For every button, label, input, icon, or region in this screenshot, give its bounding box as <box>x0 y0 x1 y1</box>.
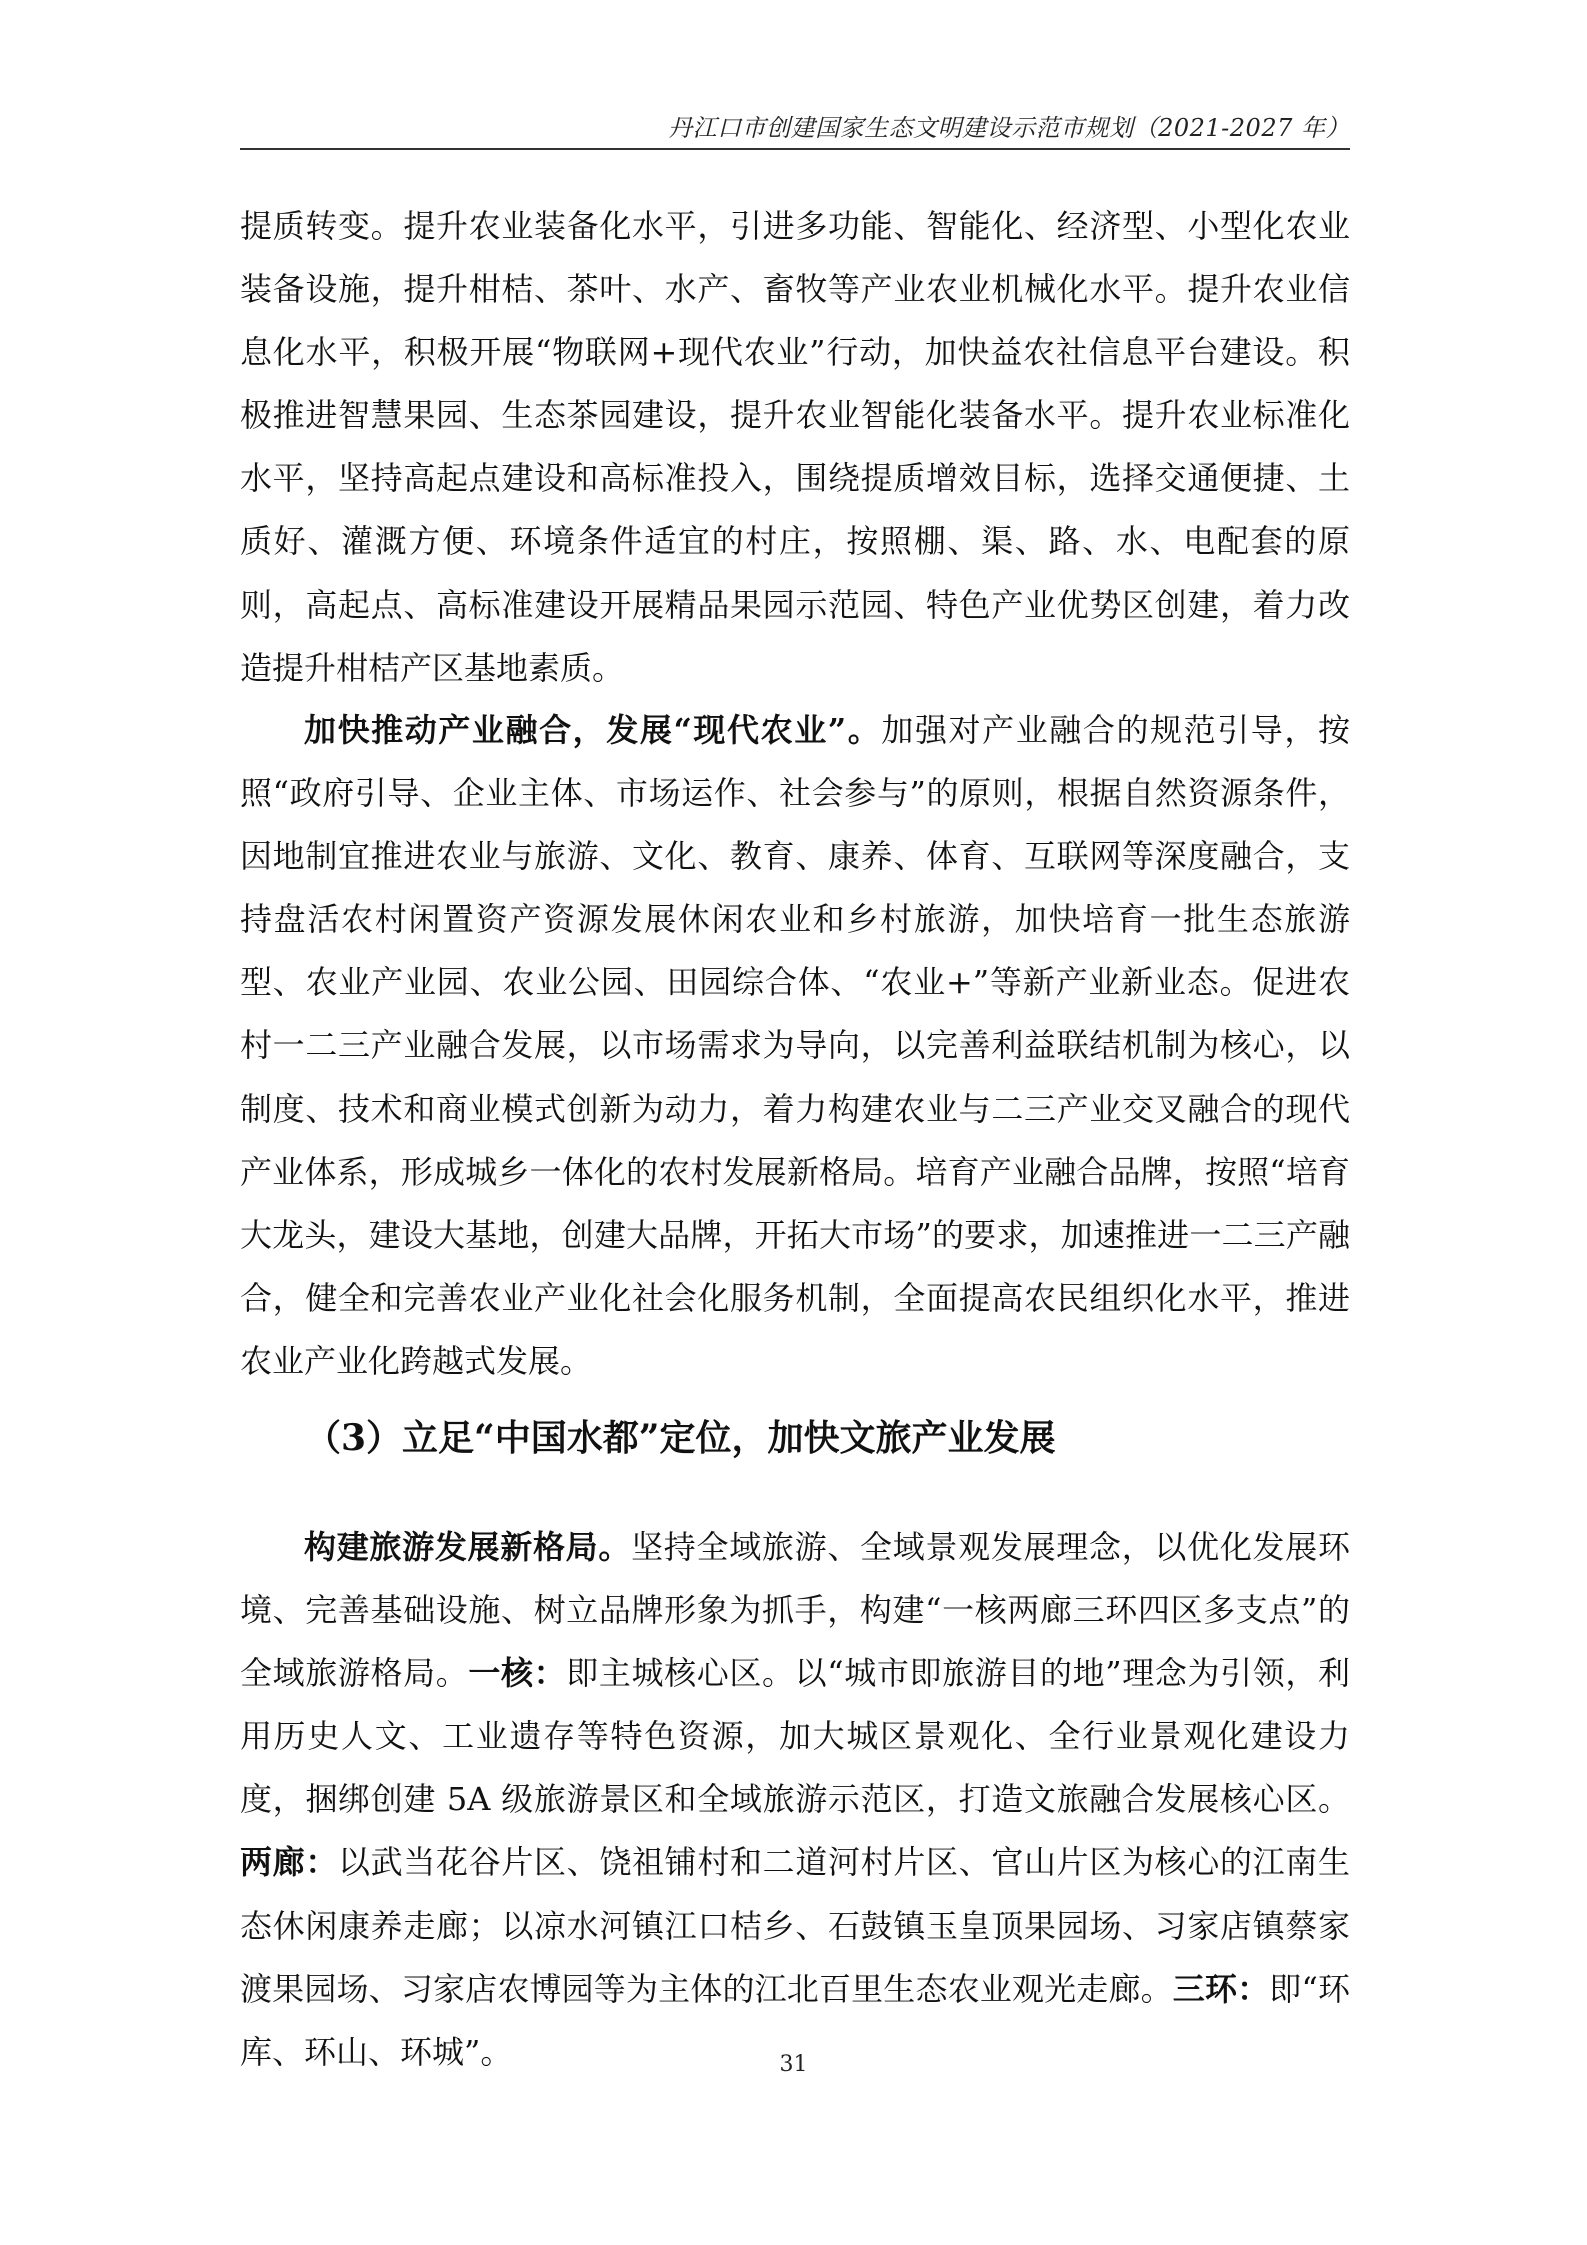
paragraph-text: 加强对产业融合的规范引导，按照“政府引导、企业主体、市场运作、社会参与”的原则，根据自然资源条件，因地制宜推进农业与旅游、文化、教育、康养、体育、互联网等深度融合，支持盘活农村闲置资产资源发展休闲农业和乡村旅游，加快培育一批生态旅游型、农业产业园、农业公园、田园综合体、“农业+”等新产业新业态。促进农村一二三产业融合发展，以市场需求为导向，以完善利益联结机制为核心，以制度、技术和商业模式创新为动力，着力构建农业与二三产业交叉融合的现代产业体系，形成城乡一体化的农村发展新格局。培育产业融合品牌，按照“培育大龙头，建设大基地，创建大品牌，开拓大市场”的要求，加速推进一二三产融合，健全和完善农业产业化社会化服务机制，全面提高农民组织化水平，推进农业产业化跨越式发展。 <box>240 711 1350 1380</box>
paragraph-text: 提质转变。提升农业装备化水平，引进多功能、智能化、经济型、小型化农业装备设施，提升柑桔、茶叶、水产、畜牧等产业农业机械化水平。提升农业信息化水平，积极开展“物联网+现代农业”行动，加快益农社信息平台建设。积极推进智慧果园、生态茶园建设，提升农业智能化装备水平。提升农业标准化水平，坚持高起点建设和高标准投入，围绕提质增效目标，选择交通便捷、土质好、灌溉方便、环境条件适宜的村庄，按照棚、渠、路、水、电配套的原则，高起点、高标准建设开展精品果园示范园、特色产业优势区创建，着力改造提升柑桔产区基地素质。 <box>240 207 1350 687</box>
paragraph-text: 即“环库、环山、环城”。 <box>240 1969 1350 2071</box>
paragraph-lead: 构建旅游发展新格局。 <box>304 1528 632 1566</box>
paragraph-text: 坚持全域旅游、全域景观发展理念，以优化发展环境、完善基础设施、树立品牌形象为抓手，构建“一核两廊三环四区多支点”的全域旅游格局。 <box>240 1528 1350 1693</box>
paragraph-lead: 加快推动产业融合，发展“现代农业”。 <box>304 711 882 749</box>
term-one-core: 一核： <box>468 1654 567 1693</box>
section-heading: （3）立足“中国水都”定位，加快文旅产业发展 <box>305 1417 1056 1459</box>
paragraph-text: 即主城核心区。以“城市即旅游目的地”理念为引领，利用历史人文、工业遗存等特色资源，加大城区景观化、全行业景观化建设力度，捆绑创建 5A 级旅游景区和全域旅游示范区，打造文旅融合发展核心区。 <box>240 1654 1350 1819</box>
paragraph-agri-equipment <box>240 195 1350 700</box>
paragraph-industry-integration <box>240 699 1350 1393</box>
page-number: 31 <box>779 2052 808 2077</box>
term-two-corridors: 两廊： <box>240 1843 338 1882</box>
term-three-rings: 三环： <box>1172 1969 1270 2008</box>
running-header: 丹江口市创建国家生态文明建设示范市规划（2021-2027 年） <box>668 114 1350 142</box>
header-rule <box>240 148 1350 150</box>
paragraph-tourism-layout <box>240 1516 1350 2084</box>
paragraph-text: 以武当花谷片区、饶祖铺村和二道河村片区、官山片区为核心的江南生态休闲康养走廊；以凉水河镇江口桔乡、石鼓镇玉皇顶果园场、习家店镇蔡家渡果园场、习家店农博园等为主体的江北百里生态农业观光走廊。 <box>240 1843 1350 2008</box>
